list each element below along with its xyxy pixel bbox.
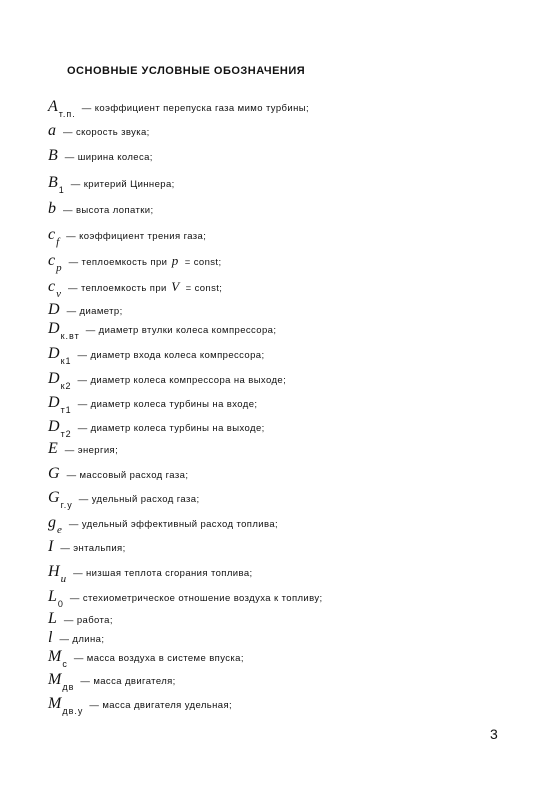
symbol: a (48, 122, 56, 139)
notation-entry (48, 563, 253, 587)
symbol-description: — масса двигателя; (80, 676, 176, 687)
notation-entry (48, 147, 153, 171)
symbol-description: — теплоемкость при (68, 283, 167, 294)
symbol: M (48, 695, 62, 712)
symbol-description: — диаметр колеса турбины на выходе; (77, 423, 265, 434)
symbol-description: — коэффициент перепуска газа мимо турбины; (81, 103, 309, 114)
notation-entry (48, 418, 265, 442)
notation-entry (48, 174, 175, 198)
symbol-description: — энтальпия; (60, 543, 126, 554)
symbol: M (48, 671, 62, 688)
symbol-subscript: 0 (57, 599, 64, 609)
symbol-description-tail: = const; (185, 283, 223, 294)
notation-entry (48, 122, 150, 146)
notation-entry (48, 695, 232, 719)
symbol-description: — диаметр входа колеса компрессора; (77, 350, 265, 361)
symbol: D (48, 370, 60, 387)
symbol: E (48, 440, 58, 457)
symbol-description: — длина; (59, 634, 105, 645)
variable-symbol: V (171, 279, 180, 294)
symbol-subscript: 1 (58, 185, 65, 195)
symbol-subscript: с (62, 659, 68, 669)
notation-entry (48, 345, 265, 369)
symbol: B (48, 147, 58, 164)
symbol: I (48, 538, 54, 555)
notation-entry (48, 278, 222, 302)
symbol: G (48, 465, 60, 482)
symbol: b (48, 200, 56, 217)
symbol: H (48, 563, 60, 580)
symbol-subscript: т1 (60, 405, 72, 415)
symbol: l (48, 629, 53, 646)
notation-entry (48, 489, 199, 513)
symbol: L (48, 588, 57, 605)
notation-entry (48, 226, 206, 250)
variable-symbol: p (171, 253, 179, 268)
symbol-description: — удельный эффективный расход топлива; (68, 519, 279, 530)
symbol: D (48, 345, 60, 362)
notation-entry (48, 252, 221, 276)
symbol: D (48, 418, 60, 435)
symbol-subscript: т.п. (58, 109, 76, 119)
symbol-description: — масса двигателя удельная; (89, 700, 233, 711)
symbol-subscript: дв.у (62, 706, 84, 716)
notation-entry (48, 98, 309, 122)
symbol-description: — энергия; (64, 445, 119, 456)
symbol: L (48, 610, 57, 627)
notation-entry (48, 200, 154, 224)
symbol-description: — критерий Циннера; (70, 179, 175, 190)
notation-entry (48, 440, 118, 464)
symbol-subscript: к1 (60, 356, 72, 366)
symbol-description: — низшая теплота сгорания топлива; (73, 568, 253, 579)
symbol-subscript: e (57, 524, 63, 536)
symbol-description: — диаметр колеса компрессора на выходе; (77, 375, 287, 386)
symbol: G (48, 489, 60, 506)
symbol: g (48, 514, 56, 531)
symbol: A (48, 98, 58, 115)
notation-entry (48, 514, 278, 538)
symbol-subscript: к.вт (60, 331, 80, 341)
symbol-subscript: т2 (60, 429, 72, 439)
notation-entry (48, 671, 176, 695)
symbol: c (48, 278, 56, 295)
symbol-subscript: к2 (60, 381, 72, 391)
symbol-description: — теплоемкость при (68, 257, 168, 268)
symbol-description: — масса воздуха в системе впуска; (73, 653, 244, 664)
notation-entry (48, 648, 244, 672)
symbol-subscript: p (56, 262, 63, 274)
symbol: B (48, 174, 58, 191)
symbol: D (48, 320, 60, 337)
symbol-subscript: v (56, 288, 62, 300)
notation-entry (48, 465, 188, 489)
symbol-description: — удельный расход газа; (78, 494, 200, 505)
symbol-description: — скорость звука; (63, 127, 150, 138)
symbol: c (48, 252, 56, 269)
notation-entry (48, 370, 286, 394)
symbol-description: — высота лопатки; (63, 205, 154, 216)
symbol-description-tail: = const; (184, 257, 222, 268)
symbol-subscript: u (60, 573, 68, 585)
symbol-description: — стехиометрическое отношение воздуха к топливу; (69, 593, 323, 604)
symbol: D (48, 301, 60, 318)
symbol: c (48, 226, 56, 243)
page-heading: ОСНОВНЫЕ УСЛОВНЫЕ ОБОЗНАЧЕНИЯ (67, 65, 306, 77)
notation-entry (48, 394, 257, 418)
symbol: D (48, 394, 60, 411)
symbol-subscript: г.у (60, 500, 73, 510)
notation-entry (48, 538, 126, 562)
symbol: M (48, 648, 62, 665)
symbol-description: — диаметр втулки колеса компрессора; (85, 325, 277, 336)
symbol-subscript: дв (62, 682, 75, 692)
symbol-subscript: f (56, 236, 61, 248)
notation-entry (48, 320, 276, 344)
page-number: 3 (490, 726, 498, 742)
symbol-description: — диаметр колеса турбины на входе; (77, 399, 258, 410)
symbol-description: — работа; (63, 615, 113, 626)
symbol-description: — массовый расход газа; (66, 470, 189, 481)
symbol-description: — ширина колеса; (64, 152, 153, 163)
notation-entry (48, 588, 323, 612)
symbol-description: — диаметр; (66, 306, 123, 317)
symbol-description: — коэффициент трения газа; (66, 231, 207, 242)
